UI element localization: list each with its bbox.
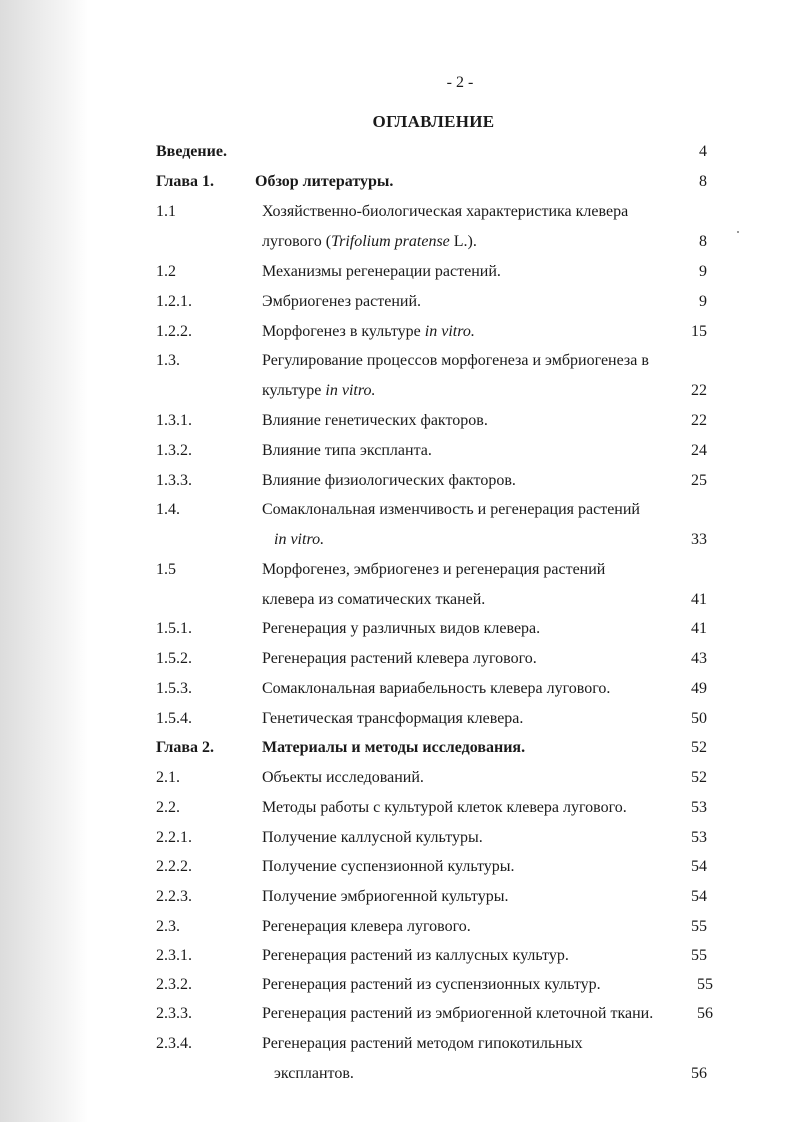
entry-title-part: Морфогенез в культуре [262, 323, 425, 340]
entry-number: 2.3.3. [156, 1005, 192, 1022]
entry-title [262, 320, 475, 344]
entry-title: Обзор литературы. [255, 173, 394, 190]
entry-title-italic: in vitro. [424, 323, 475, 340]
entry-title: Сомаклональная изменчивость и регенерация растений [262, 501, 640, 518]
entry-page: 25 [691, 472, 707, 489]
entry-page: 56 [691, 1065, 707, 1082]
toc-entry[interactable] [0, 498, 793, 522]
toc-entry[interactable] [0, 469, 793, 493]
toc-entry-chapter-1[interactable] [0, 170, 793, 194]
entry-page: 54 [691, 888, 707, 905]
entry-page: 9 [699, 263, 707, 280]
entry-number: Глава 2. [156, 739, 214, 756]
entry-number: 2.3.1. [156, 947, 192, 964]
toc-entry-introduction[interactable] [0, 140, 793, 164]
entry-title: Регулирование процессов морфогенеза и эмбриогенеза в [262, 352, 649, 369]
entry-title: Получение эмбриогенной культуры. [262, 888, 509, 905]
toc-entry[interactable] [0, 973, 793, 997]
entry-number: 1.5.2. [156, 650, 192, 667]
entry-page: 41 [691, 591, 707, 608]
toc-entry[interactable] [0, 439, 793, 463]
entry-title-italic: in vitro. [325, 382, 376, 399]
toc-entry[interactable] [0, 200, 793, 224]
entry-page: 53 [691, 799, 707, 816]
toc-entry-continuation[interactable] [0, 379, 793, 403]
entry-title: Влияние физиологических факторов. [262, 472, 516, 489]
toc-entry[interactable] [0, 915, 793, 939]
entry-title: Методы работы с культурой клеток клевера лугового. [262, 799, 627, 816]
entry-title: Материалы и методы исследования. [262, 739, 526, 756]
entry-title-italic: in vitro. [274, 531, 325, 548]
toc-entry-continuation[interactable] [0, 1062, 793, 1086]
entry-title-part: L.). [449, 233, 477, 250]
entry-page: 22 [691, 382, 707, 399]
toc-entry-continuation[interactable] [0, 588, 793, 612]
entry-number: 1.2.1. [156, 293, 192, 310]
entry-page: 8 [699, 233, 707, 250]
entry-page: 50 [691, 710, 707, 727]
toc-entry[interactable] [0, 885, 793, 909]
toc-entry[interactable] [0, 349, 793, 373]
entry-title: Регенерация растений из эмбриогенной клеточной ткани. [262, 1005, 654, 1022]
toc-entry[interactable] [0, 647, 793, 671]
toc-entry[interactable] [0, 766, 793, 790]
entry-page: 43 [691, 650, 707, 667]
entry-page: 55 [697, 976, 713, 993]
entry-page: 52 [691, 739, 707, 756]
entry-page: 4 [699, 143, 707, 160]
toc-entry[interactable] [0, 677, 793, 701]
entry-page: 24 [691, 442, 707, 459]
entry-number: 1.3.1. [156, 412, 192, 429]
entry-title [262, 230, 477, 254]
entry-number: 1.5 [156, 561, 176, 578]
page-title: ОГЛАВЛЕНИЕ [372, 112, 495, 131]
entry-title: Получение каллусной культуры. [262, 829, 483, 846]
toc-entry[interactable] [0, 707, 793, 731]
entry-title: Механизмы регенерации растений. [262, 263, 501, 280]
entry-number: 1.5.3. [156, 680, 192, 697]
entry-title [262, 379, 375, 403]
entry-number: Введение. [156, 143, 227, 160]
toc-entry[interactable] [0, 796, 793, 820]
toc-entry[interactable] [0, 855, 793, 879]
toc-entry-chapter-2[interactable] [0, 736, 793, 760]
entry-number: 2.2.3. [156, 888, 192, 905]
toc-entry[interactable] [0, 558, 793, 582]
toc-entry[interactable] [0, 1032, 793, 1056]
entry-title: Регенерация клевера лугового. [262, 918, 471, 935]
entry-title: Влияние типа экспланта. [262, 442, 432, 459]
entry-title: Регенерация растений из суспензионных культур. [262, 976, 601, 993]
toc-entry[interactable] [0, 320, 793, 344]
entry-number: 1.5.4. [156, 710, 192, 727]
entry-title: Эмбриогенез растений. [262, 293, 422, 310]
entry-page: 52 [691, 769, 707, 786]
entry-number: 1.2 [156, 263, 176, 280]
toc-entry[interactable] [0, 409, 793, 433]
entry-page: 33 [691, 531, 707, 548]
entry-number: 1.2.2. [156, 323, 192, 340]
entry-page: 22 [691, 412, 707, 429]
entry-page: 55 [691, 947, 707, 964]
toc-entry[interactable] [0, 944, 793, 968]
entry-title: Морфогенез, эмбриогенез и регенерация растений [262, 561, 606, 578]
entry-title: Сомаклональная вариабельность клевера лугового. [262, 680, 611, 697]
entry-number: 1.1 [156, 203, 176, 220]
toc-entry[interactable] [0, 260, 793, 284]
entry-number: 2.3.4. [156, 1035, 192, 1052]
entry-number: 1.3. [156, 352, 180, 369]
toc-entry[interactable] [0, 1002, 793, 1026]
entry-page: 53 [691, 829, 707, 846]
entry-page: 49 [691, 680, 707, 697]
entry-number: 2.2.1. [156, 829, 192, 846]
entry-page: 8 [699, 173, 707, 190]
entry-number: 2.1. [156, 769, 180, 786]
entry-title: Регенерация растений клевера лугового. [262, 650, 537, 667]
entry-number: 1.3.2. [156, 442, 192, 459]
entry-title-part: лугового ( [262, 233, 332, 250]
entry-title: Хозяйственно-биологическая характеристика клевера [262, 203, 629, 220]
entry-title: Регенерация у различных видов клевера. [262, 620, 541, 637]
entry-page: 54 [691, 858, 707, 875]
entry-number: 1.5.1. [156, 620, 192, 637]
entry-title: эксплантов. [274, 1065, 354, 1082]
entry-page: 55 [691, 918, 707, 935]
toc-entry-continuation[interactable] [0, 528, 793, 552]
entry-page: 41 [691, 620, 707, 637]
entry-title: Генетическая трансформация клевера. [262, 710, 524, 727]
entry-title-part: культуре [262, 382, 326, 399]
entry-page: 9 [699, 293, 707, 310]
entry-number: 2.2. [156, 799, 180, 816]
entry-title: Влияние генетических факторов. [262, 412, 488, 429]
entry-number: Глава 1. [156, 173, 214, 190]
entry-number: 2.3.2. [156, 976, 192, 993]
entry-page: 15 [691, 323, 707, 340]
entry-title: клевера из соматических тканей. [262, 591, 486, 608]
entry-title: Регенерация растений из каллусных культур. [262, 947, 569, 964]
entry-title: Получение суспензионной культуры. [262, 858, 515, 875]
entry-number: 1.3.3. [156, 472, 192, 489]
toc-entry[interactable] [0, 617, 793, 641]
toc-entry[interactable] [0, 826, 793, 850]
entry-title: Объекты исследований. [262, 769, 424, 786]
entry-number: 2.3. [156, 918, 180, 935]
entry-title: Регенерация растений методом гипокотильных [262, 1035, 583, 1052]
entry-number: 1.4. [156, 501, 180, 518]
toc-entry[interactable] [0, 290, 793, 314]
entry-number: 2.2.2. [156, 858, 192, 875]
entry-page: 56 [697, 1005, 713, 1022]
page-number: - 2 - [446, 74, 474, 91]
toc-entry-continuation[interactable] [0, 230, 793, 254]
entry-title-italic: Trifolium pratense [331, 233, 450, 250]
